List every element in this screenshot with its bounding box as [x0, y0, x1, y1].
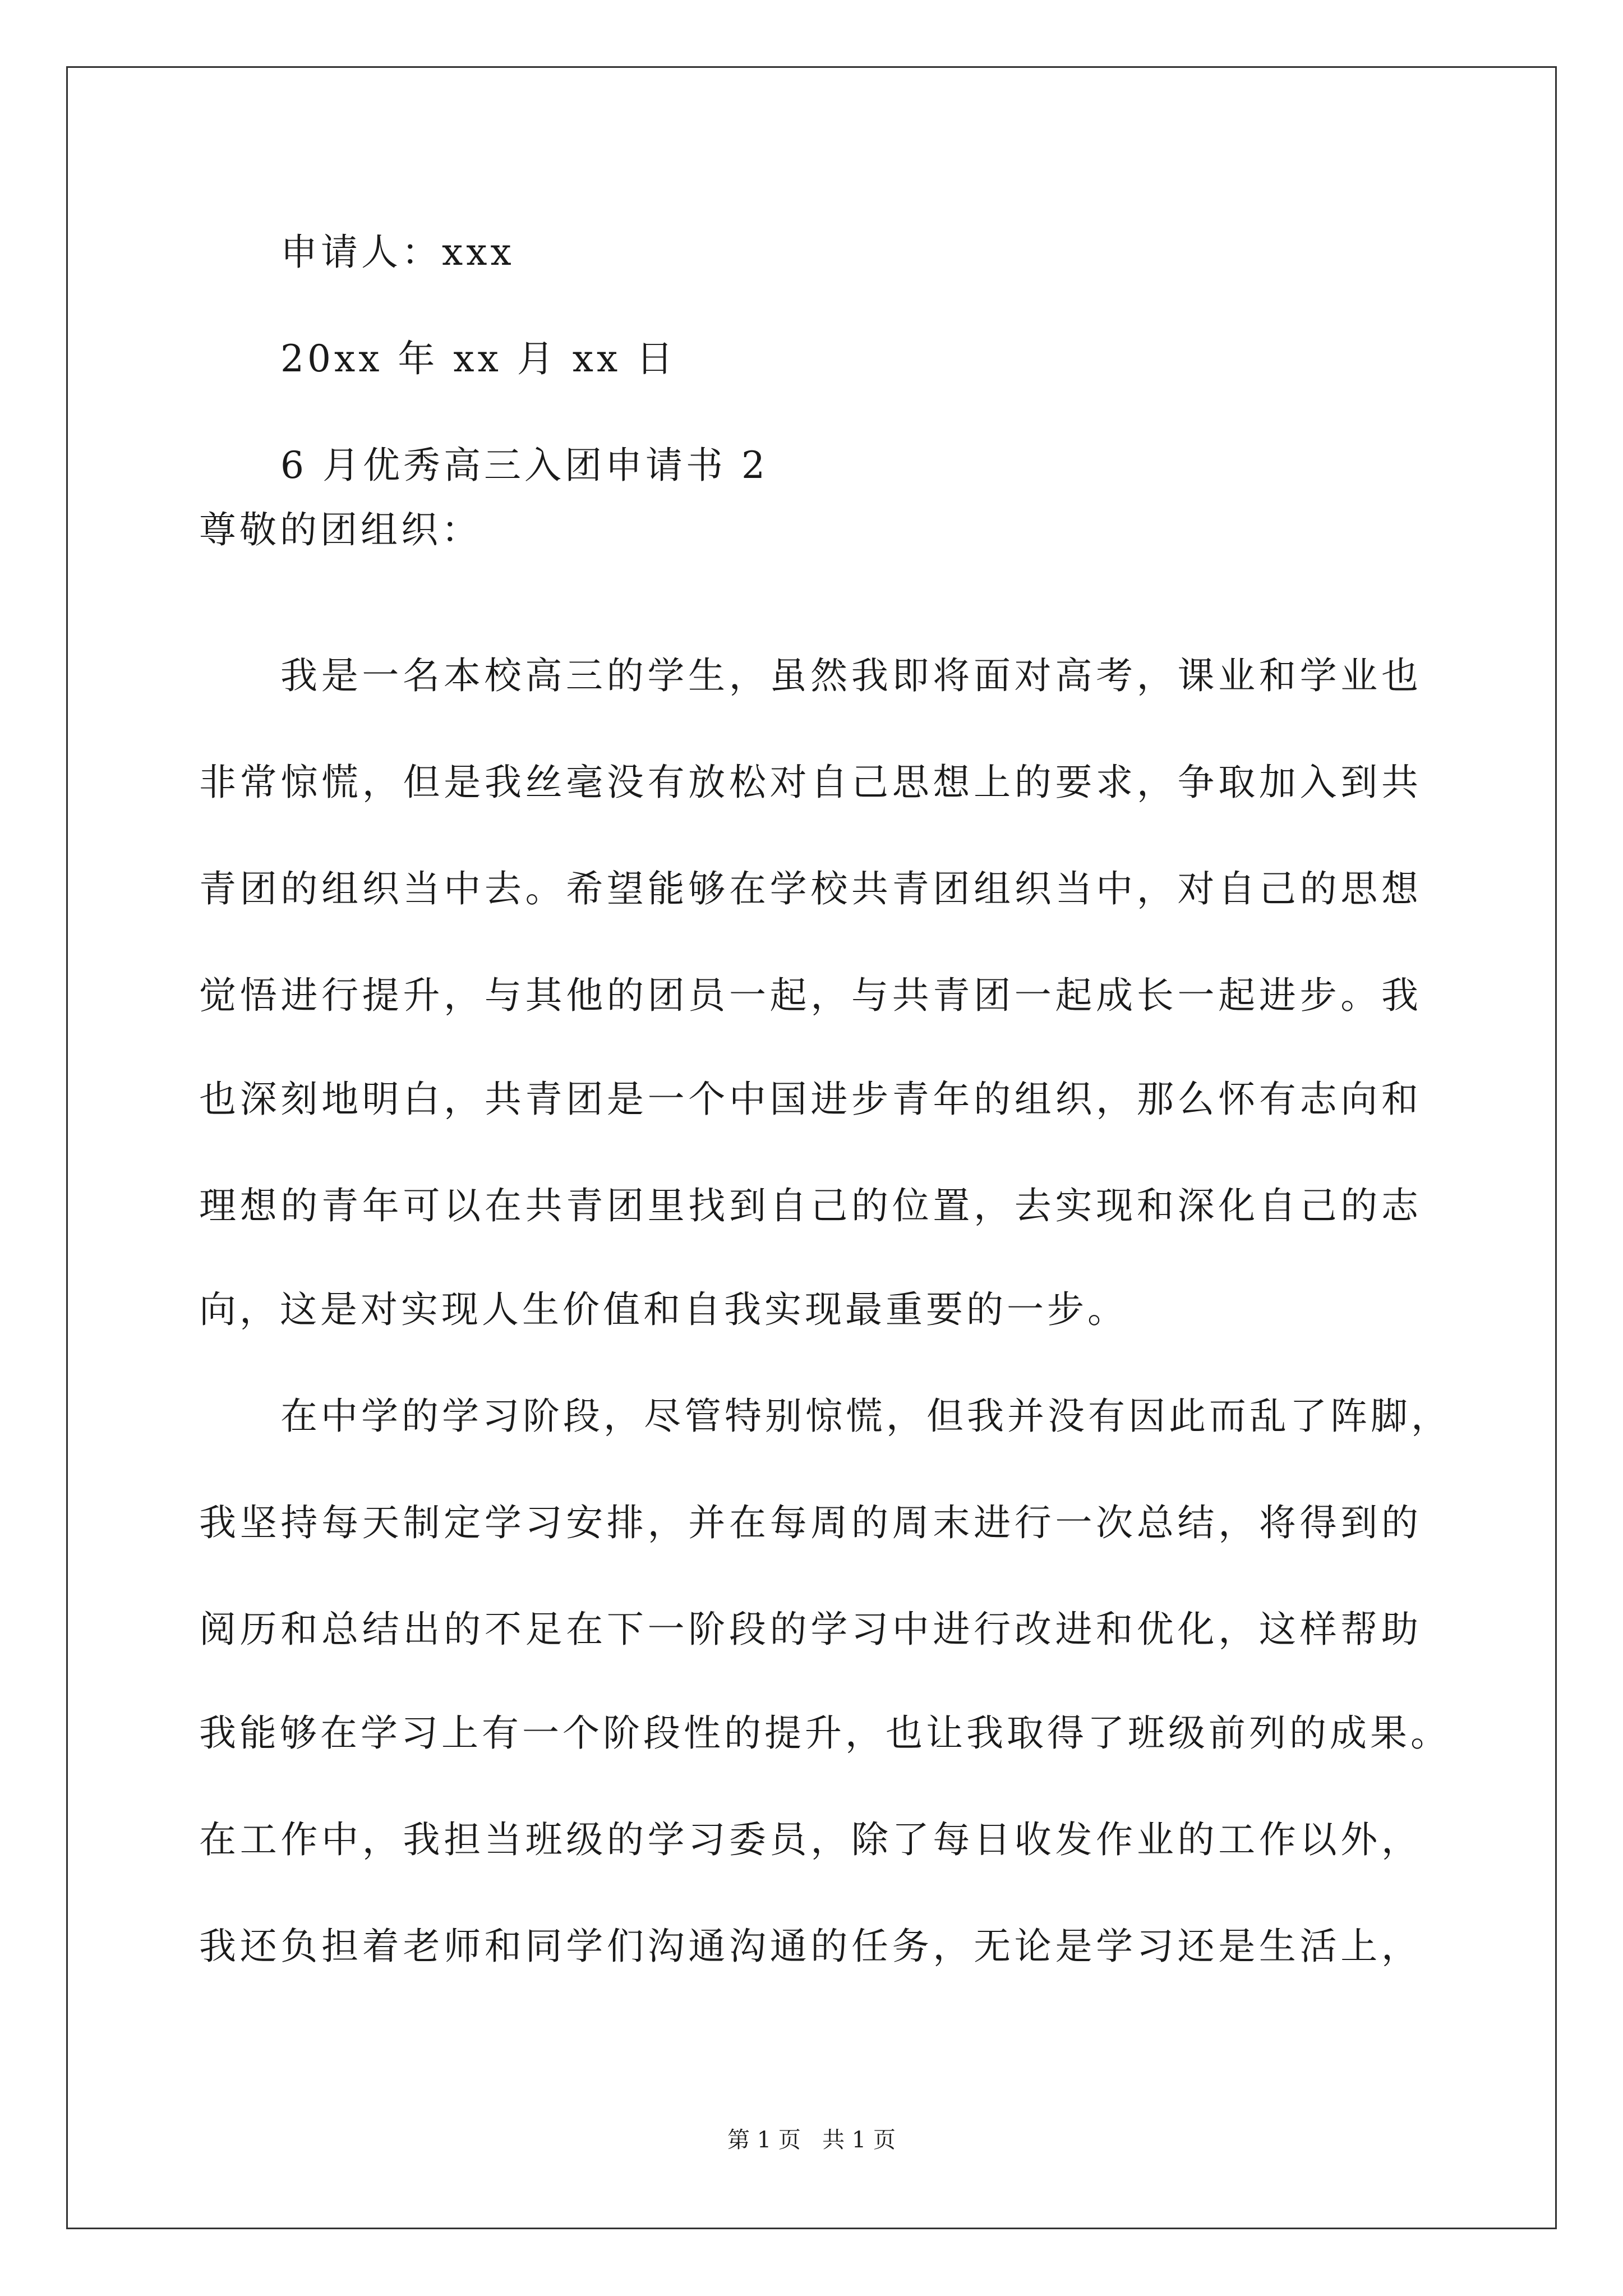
- paragraph2-line: 阅历和总结出的不足在下一阶段的学习中进行改进和优化，这样帮助: [199, 1608, 1422, 1651]
- applicant-line: 申请人：xxx: [280, 231, 515, 274]
- date-line: 20xx 年 xx 月 xx 日: [280, 337, 677, 380]
- paragraph1-line: 我是一名本校高三的学生，虽然我即将面对高考，课业和学业也: [280, 654, 1422, 697]
- salutation: 尊敬的团组织：: [199, 508, 482, 551]
- page-number-label: 第 1 页 共 1 页: [727, 2127, 896, 2153]
- paragraph2-line: 在工作中，我担当班级的学习委员，除了每日收发作业的工作以外，: [199, 1818, 1422, 1861]
- paragraph1-line: 也深刻地明白，共青团是一个中国进步青年的组织，那么怀有志向和: [199, 1078, 1422, 1121]
- paragraph1-line: 非常惊慌，但是我丝毫没有放松对自己思想上的要求，争取加入到共: [199, 761, 1422, 804]
- paragraph1-line: 觉悟进行提升，与其他的团员一起，与共青团一起成长一起进步。我: [199, 974, 1422, 1017]
- paragraph2-line: 我坚持每天制定学习安排，并在每周的周末进行一次总结，将得到的: [199, 1501, 1422, 1544]
- paragraph2-line: 我能够在学习上有一个阶段性的提升，也让我取得了班级前列的成果。: [199, 1711, 1451, 1755]
- paragraph1-line: 向，这是对实现人生价值和自我实现最重要的一步。: [199, 1288, 1128, 1331]
- paragraph2-line: 在中学的学习阶段，尽管特别惊慌，但我并没有因此而乱了阵脚，: [280, 1395, 1451, 1438]
- paragraph1-line: 青团的组织当中去。希望能够在学校共青团组织当中，对自己的思想: [199, 867, 1422, 910]
- page-footer: [0, 2126, 1623, 2154]
- document-heading: 6 月优秀高三入团申请书 2: [280, 444, 768, 487]
- page-border: [66, 66, 1557, 2229]
- paragraph2-line: 我还负担着老师和同学们沟通沟通的任务，无论是学习还是生活上，: [199, 1925, 1422, 1968]
- paragraph1-line: 理想的青年可以在共青团里找到自己的位置，去实现和深化自己的志: [199, 1184, 1422, 1227]
